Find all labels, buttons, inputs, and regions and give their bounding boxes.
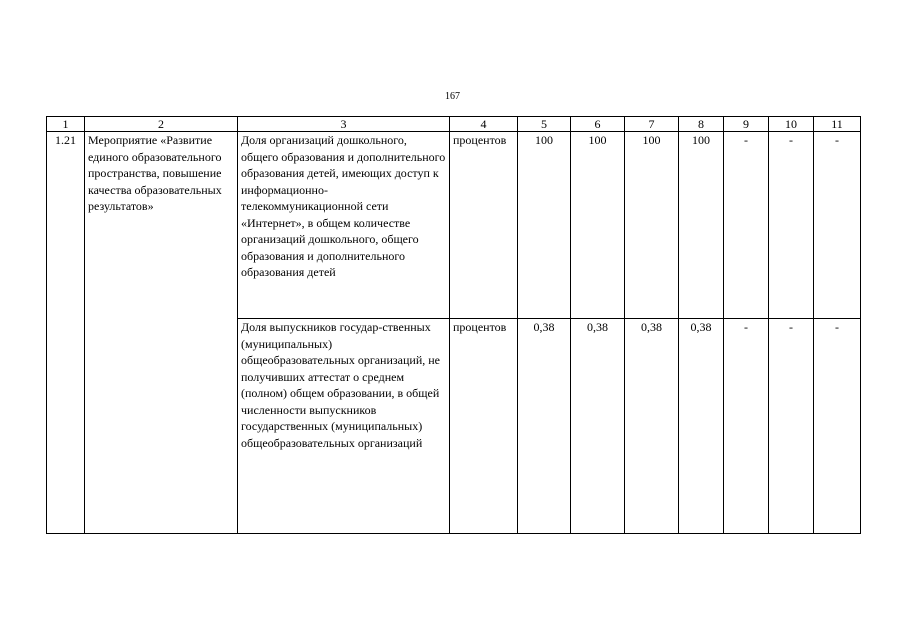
- header-cell-6: 6: [571, 117, 625, 132]
- header-cell-3: 3: [238, 117, 450, 132]
- page-number: 167: [445, 91, 460, 102]
- header-cell-9: 9: [724, 117, 769, 132]
- unit-cell: процентов: [450, 319, 518, 534]
- indicator-text: Доля выпускников государ-ственных (муниципальных) общеобразовательных организаций, не получивших аттестат о среднем (полном) общем образовании, в общей численности выпускников государственных (муниципальных) общеобразовательных организаций: [238, 319, 450, 534]
- value-cell: 100: [571, 132, 625, 319]
- indicators-table: [46, 116, 861, 534]
- value-cell: 100: [518, 132, 571, 319]
- header-cell-10: 10: [769, 117, 814, 132]
- header-cell-2: 2: [85, 117, 238, 132]
- empty-value-cell: -: [724, 319, 769, 534]
- empty-value-cell: -: [769, 319, 814, 534]
- empty-value-cell: -: [724, 132, 769, 319]
- empty-value-cell: -: [814, 132, 861, 319]
- header-cell-11: 11: [814, 117, 861, 132]
- table-row: [47, 132, 861, 319]
- value-cell: 0,38: [679, 319, 724, 534]
- header-cell-7: 7: [625, 117, 679, 132]
- value-cell: 0,38: [518, 319, 571, 534]
- header-row: [47, 117, 861, 132]
- value-cell: 100: [625, 132, 679, 319]
- item-name: Мероприятие «Развитие единого образовательного пространства, повышение качества образовательных результатов»: [85, 132, 238, 534]
- header-cell-1: 1: [47, 117, 85, 132]
- empty-value-cell: -: [814, 319, 861, 534]
- header-cell-8: 8: [679, 117, 724, 132]
- value-cell: 0,38: [571, 319, 625, 534]
- value-cell: 0,38: [625, 319, 679, 534]
- unit-cell: процентов: [450, 132, 518, 319]
- header-cell-4: 4: [450, 117, 518, 132]
- item-number: 1.21: [47, 132, 85, 534]
- empty-value-cell: -: [769, 132, 814, 319]
- value-cell: 100: [679, 132, 724, 319]
- indicator-text: Доля организаций дошкольного, общего образования и дополнительного образования детей, имеющих доступ к информационно-телекоммуникационной сети «Интернет», в общем количестве организаций дошкольного, общего образования и дополнительного образования детей: [238, 132, 450, 319]
- header-cell-5: 5: [518, 117, 571, 132]
